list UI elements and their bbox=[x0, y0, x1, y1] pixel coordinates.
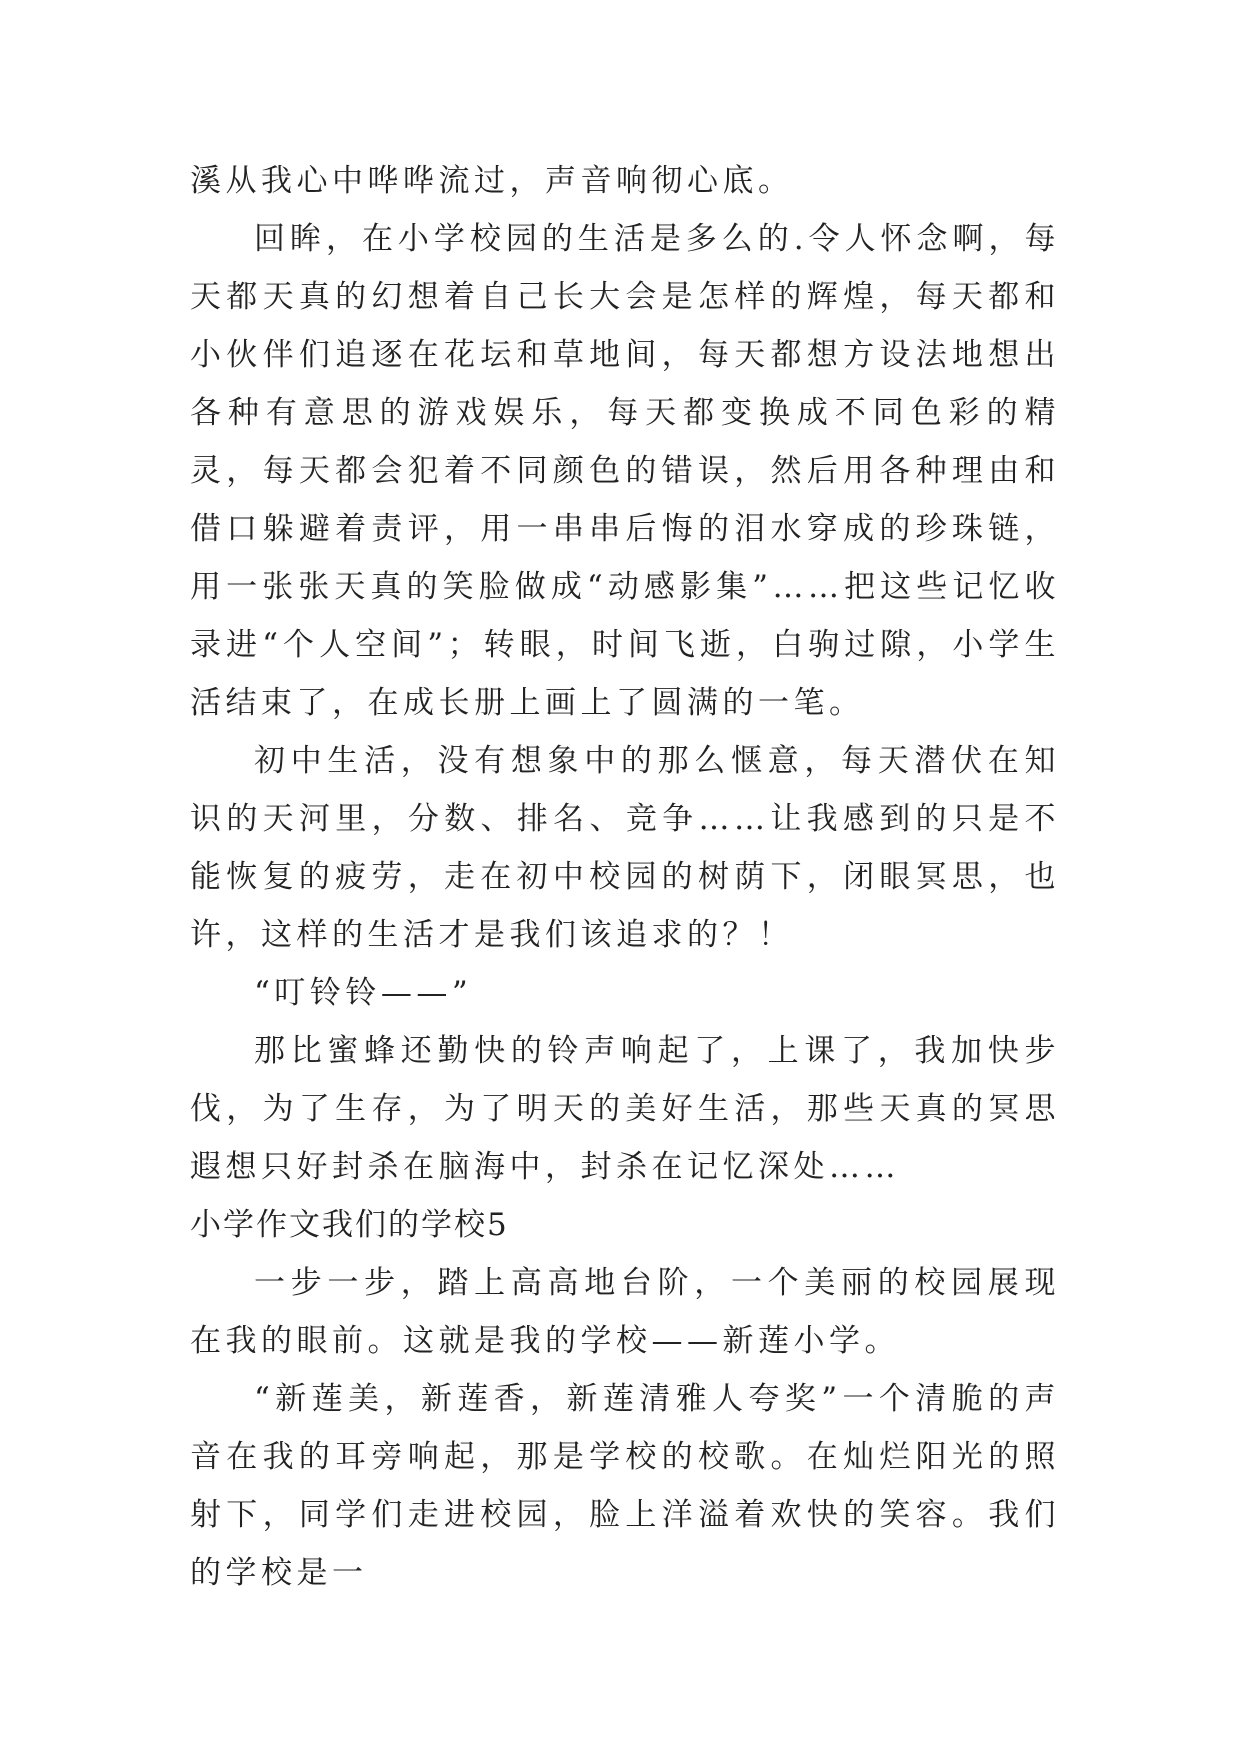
paragraph-bell-sound: “叮铃铃——” bbox=[254, 975, 473, 1011]
section-title: 小学作文我们的学校5 bbox=[190, 1207, 509, 1243]
paragraph-primary-school-memories: 回眸，在小学校园的生活是多么的.令人怀念啊，每天都天真的幻想着自己长大会是怎样的辉煌，每天都和小伙伴们追逐在花坛和草地间，每天都想方设法地想出各种有意思的游戏娱乐，每天都变换成不同色彩的精灵，每天都会犯着不同颜色的错误，然后用各种理由和借口躲避着责评，用一串串后悔的泪水穿成的珍珠链，用一张张天真的笑脸做成“动感影集”……把这些记忆收录进“个人空间”；转眼，时间飞逝，白驹过隙，小学生活结束了，在成长册上画上了圆满的一笔。 bbox=[190, 221, 1060, 721]
paragraph-school-entrance: 一步一步，踏上高高地台阶，一个美丽的校园展现在我的眼前。这就是我的学校——新莲小学。 bbox=[190, 1265, 1060, 1359]
paragraph-school-song: “新莲美，新莲香，新莲清雅人夸奖”一个清脆的声音在我的耳旁响起，那是学校的校歌。在灿烂阳光的照射下，同学们走进校园，脸上洋溢着欢快的笑容。我们的学校是一 bbox=[190, 1381, 1060, 1591]
paragraph-middle-school-life: 初中生活，没有想象中的那么惬意，每天潜伏在知识的天河里，分数、排名、竞争……让我感到的只是不能恢复的疲劳，走在初中校园的树荫下，闭眼冥思，也许，这样的生活才是我们该追求的？！ bbox=[190, 743, 1060, 953]
paragraph-class-begins: 那比蜜蜂还勤快的铃声响起了，上课了，我加快步伐，为了生存，为了明天的美好生活，那些天真的冥思遐想只好封杀在脑海中，封杀在记忆深处…… bbox=[190, 1033, 1060, 1185]
document-body bbox=[190, 152, 1060, 1602]
paragraph-continuation: 溪从我心中哗哗流过，声音响彻心底。 bbox=[190, 163, 794, 199]
